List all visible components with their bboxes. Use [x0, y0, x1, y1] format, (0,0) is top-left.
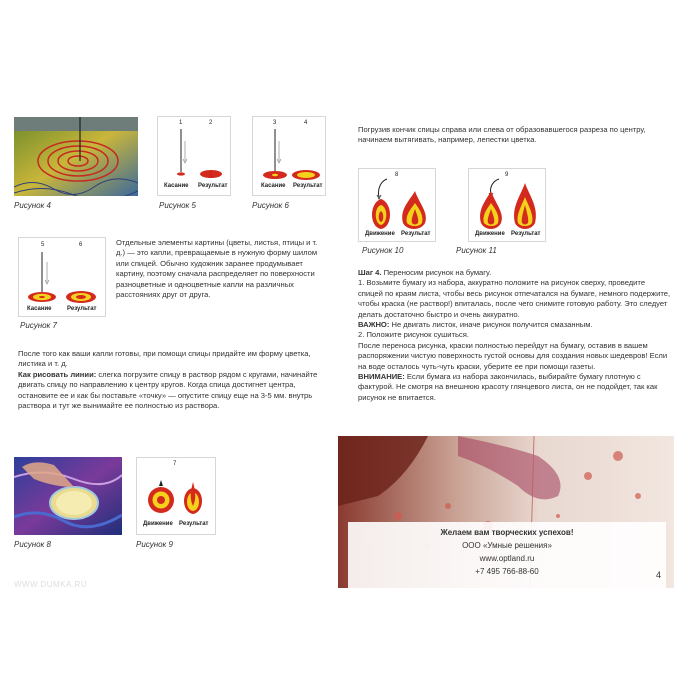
attention-note: ВНИМАНИЕ: Если бумага из набора закончилась, выбирайте бумагу плотную с фактурой. Не смотря на внешнюю красоту глянцевого листа, он не подойдет, так как рисунок не впитается. — [358, 372, 658, 402]
website-link[interactable]: www.optland.ru — [479, 554, 535, 563]
figure-6-caption: Рисунок 6 — [252, 201, 289, 210]
step-number: 5 — [41, 242, 45, 248]
watermark: WWW.DUMKA.RU — [14, 580, 88, 589]
figure-9-diagram — [136, 457, 216, 535]
step-4-section — [358, 268, 672, 403]
label-touch: Касание — [261, 183, 286, 189]
label-touch: Касание — [27, 306, 52, 312]
label-motion: Движение — [365, 231, 395, 237]
bottom-photo — [338, 436, 674, 588]
step-4-item-2: 2. Положите рисунок сушиться. — [358, 330, 469, 340]
figure-6-diagram — [252, 116, 326, 196]
label-result: Результат — [67, 306, 97, 312]
step-number: 2 — [209, 120, 213, 126]
figure-5-caption: Рисунок 5 — [159, 201, 196, 210]
figure-9-caption: Рисунок 9 — [136, 540, 173, 549]
label-touch: Касание — [164, 183, 189, 189]
step-number: 4 — [304, 120, 308, 126]
lines-heading: Как рисовать линии: — [18, 370, 97, 379]
step-number: 6 — [79, 242, 83, 248]
step-number: 7 — [173, 461, 177, 467]
label-result: Результат — [293, 183, 323, 189]
label-result: Результат — [198, 183, 228, 189]
label-motion: Движение — [475, 231, 505, 237]
label-result: Результат — [179, 521, 209, 527]
paragraph-drops: Отдельные элементы картины (цветы, листья, птицы и т. д.) — это капли, превращаемые в нужную форму шилом или спицей. Обычно художник заранее продумывает картину, поэтому сначала распределяет по поверхности разноцветные и одноцветные капли на различных расстояниях друг от друга. — [116, 238, 318, 300]
label-motion: Движение — [143, 521, 173, 527]
figure-5-diagram — [157, 116, 231, 196]
figure-4-caption: Рисунок 4 — [14, 201, 51, 210]
step-number: 8 — [395, 172, 399, 178]
paragraph-lines — [18, 370, 330, 412]
label-result: Результат — [511, 231, 541, 237]
lines-text: слегка погрузите спицу в раствор рядом с кругами, начинайте двигать спицу по направлению к центру кругов. Когда спица достигнет центра, остановите ее и как бы поставьте «точку» — опустите спицу еще на 3-5 мм. внутрь раствора и тут же вынимайте ее полностью из раствора. — [18, 370, 318, 411]
figure-8-photo — [14, 457, 122, 535]
step-4-heading: Шаг 4. Переносим рисунок на бумагу. — [358, 268, 492, 277]
contact-box — [348, 522, 666, 588]
important-note: ВАЖНО: Не двигать листок, иначе рисунок получится смазанным. — [358, 320, 593, 330]
page-number: 4 — [656, 570, 662, 580]
company-name: ООО «Умные решения» — [462, 541, 552, 550]
phone-number: +7 495 766-88-60 — [475, 567, 539, 576]
figure-7-diagram — [18, 237, 106, 317]
figure-7-caption: Рисунок 7 — [20, 321, 57, 330]
paragraph-petals: Погрузив кончик спицы справа или слева от образовавшегося разреза по центру, начинаем вытягивать, например, лепестки цветка. — [358, 125, 646, 145]
figure-10-caption: Рисунок 10 — [362, 246, 404, 255]
figure-8-caption: Рисунок 8 — [14, 540, 51, 549]
label-result: Результат — [401, 231, 431, 237]
figure-11-caption: Рисунок 11 — [456, 246, 497, 255]
step-number: 3 — [273, 120, 277, 126]
figure-11-diagram — [468, 168, 546, 242]
figure-10-diagram — [358, 168, 436, 242]
figure-4-photo — [14, 117, 138, 196]
step-4-item-1: 1. Возьмите бумагу из набора, аккуратно положите на рисунок сверху, проведите спицей по краям листа, чтобы весь рисунок отпечатался на бумаге, немного подержите, чтобы краска (не раствор!) впиталась, после чего снимите готовую работу. Это следует делать достаточно быстро и очень аккуратно. — [358, 278, 671, 319]
paragraph-shape: После того как ваши капли готовы, при помощи спицы придайте им форму цветка, листика и т. д. — [18, 349, 311, 369]
step-4-after-transfer: После переноса рисунка, краски полностью перейдут на бумагу, оставив в вашем распоряжении чистую поверхность густой основы для создания новых шедевров! Если на воде осталось чуть-чуть краски, уберите ее при помощи газеты. — [358, 340, 668, 371]
wish-text: Желаем вам творческих успехов! — [440, 528, 574, 537]
step-number: 9 — [505, 172, 509, 178]
step-number: 1 — [179, 120, 183, 126]
